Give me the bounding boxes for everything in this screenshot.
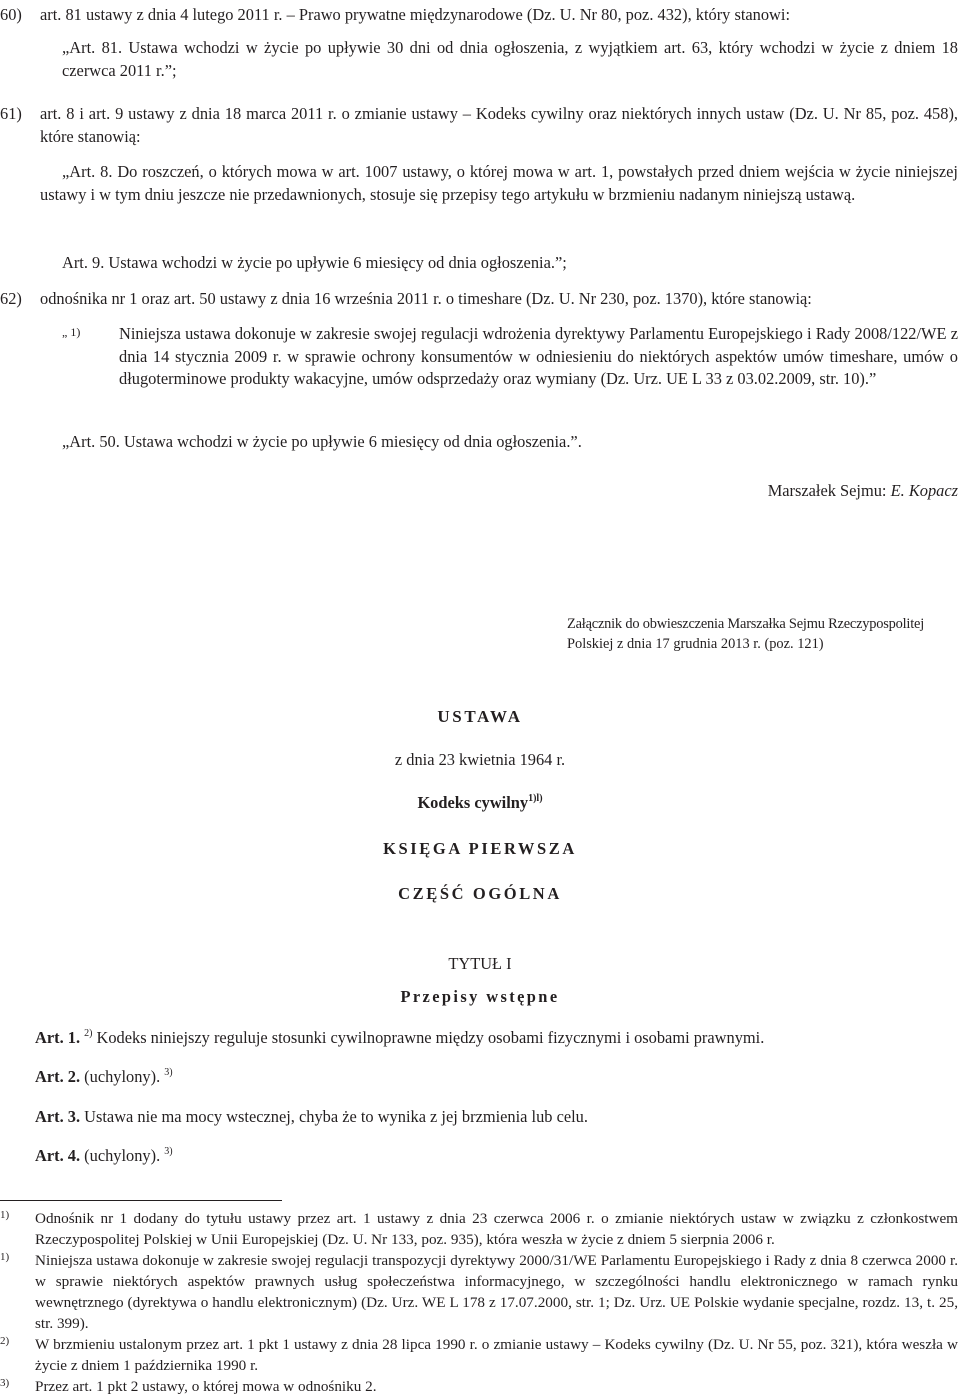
item-text: art. 8 i art. 9 ustawy z dnia 18 marca 2011 r. o zmianie ustawy – Kodeks cywilny oraz niektórych innych ustaw (Dz. U. Nr 85, poz. 458), które stanowią: bbox=[40, 104, 958, 146]
book-title: KSIĘGA PIERWSZA bbox=[383, 839, 577, 858]
quote-paragraph: Art. 9. Ustawa wchodzi w życie po upływie 6 miesięcy od dnia ogłoszenia.”; bbox=[62, 253, 567, 272]
footnote-ref: 1)l) bbox=[528, 792, 543, 804]
item-number: 61) bbox=[0, 104, 22, 123]
list-item bbox=[0, 288, 960, 311]
footnote-divider bbox=[0, 1200, 282, 1201]
footnote-quote-mark: „ 1) bbox=[62, 325, 81, 339]
article-text: Ustawa nie ma mocy wstecznej, chyba że to wynika z jej brzmienia lub celu. bbox=[80, 1107, 588, 1126]
list-item bbox=[0, 103, 958, 148]
article-label: Art. 1. bbox=[35, 1028, 81, 1047]
article bbox=[35, 1027, 958, 1050]
footnote-text: Niniejsza ustawa dokonuje w zakresie swojej regulacji transpozycji dyrektywy 2000/31/WE Parlamentu Europejskiego i Rady z dnia 8 czerwca 2000 r. w sprawie niektórych aspektów prawnych usług społeczeństwa informacyjnego, w szczególności handlu elektronicznego w ramach rynku wewnętrznego (dyrektywa o handlu elektronicznym) (Dz. Urz. WE L 178 z 17.07.2000, str. 1; Dz. Urz. UE Polskie wydanie specjalne, rozdz. 13, t. 25, str. 399). bbox=[35, 1252, 958, 1332]
footnote-mark: 1) bbox=[0, 1209, 10, 1221]
list-item bbox=[0, 4, 960, 27]
item-number: 60) bbox=[0, 5, 22, 24]
annex-line: Załącznik do obwieszczenia Marszałka Sejmu Rzeczypospolitej bbox=[567, 616, 925, 632]
footnote bbox=[0, 1334, 960, 1378]
article-text: (uchylony). bbox=[80, 1067, 161, 1086]
code-name: Kodeks cywilny bbox=[417, 793, 529, 812]
signature-name: E. Kopacz bbox=[890, 481, 958, 500]
signature bbox=[768, 480, 958, 503]
footnote-mark: 2) bbox=[0, 1335, 10, 1347]
article-text: (uchylony). bbox=[80, 1146, 161, 1165]
quote-paragraph: „Art. 81. Ustawa wchodzi w życie po upływie 30 dni od dnia ogłoszenia, z wyjątkiem art. 63, który wchodzi w życie z dniem 18 czerwca 2011 r.”; bbox=[62, 38, 958, 80]
article bbox=[35, 1066, 958, 1089]
footnote-ref: 3) bbox=[164, 1066, 173, 1078]
footnote-mark: 3) bbox=[0, 1377, 10, 1389]
article-label: Art. 3. bbox=[35, 1107, 81, 1126]
act-date: z dnia 23 kwietnia 1964 r. bbox=[394, 750, 566, 769]
act-title: USTAWA bbox=[437, 707, 523, 726]
article bbox=[35, 1106, 958, 1129]
title-heading: TYTUŁ I bbox=[448, 954, 512, 973]
annex-note bbox=[567, 614, 960, 654]
footnote-ref: 3) bbox=[164, 1145, 173, 1157]
chapter-title: Przepisy wstępne bbox=[400, 987, 560, 1006]
footnote-text: Odnośnik nr 1 dodany do tytułu ustawy przez art. 1 ustawy z dnia 23 czerwca 2006 r. o zmianie niektórych ustaw w związku z członkostwem Rzeczypospolitej Polskiej w Unii Europejskiej (Dz. U. Nr 133, poz. 935), która weszła w życie z dniem 5 sierpnia 2006 r. bbox=[35, 1210, 958, 1248]
quote-paragraph: „Art. 50. Ustawa wchodzi w życie po upływie 6 miesięcy od dnia ogłoszenia.”. bbox=[62, 432, 582, 451]
footnote-text: W brzmieniu ustalonym przez art. 1 pkt 1 ustawy z dnia 28 lipca 1990 r. o zmianie ustawy – Kodeks cywilny (Dz. U. Nr 55, poz. 321), która weszła w życie z dniem 1 października 1990 r. bbox=[35, 1336, 958, 1374]
article-text: Kodeks niniejszy reguluje stosunki cywilnoprawne między osobami fizycznymi i osobami prawnymi. bbox=[92, 1028, 765, 1047]
footnote-text: Przez art. 1 pkt 2 ustawy, o której mowa w odnośniku 2. bbox=[35, 1378, 377, 1395]
item-number: 62) bbox=[0, 289, 22, 308]
footnote-mark: 1) bbox=[0, 1251, 10, 1263]
footnote-ref: 2) bbox=[84, 1027, 93, 1039]
footnote bbox=[0, 1250, 960, 1336]
article bbox=[35, 1145, 958, 1168]
signature-label: Marszałek Sejmu: bbox=[767, 481, 887, 500]
quote-footnote-text: Niniejsza ustawa dokonuje w zakresie swojej regulacji wdrożenia dyrektywy Parlamentu Europejskiego i Rady 2008/122/WE z dnia 14 stycznia 2009 r. w sprawie ochrony konsumentów w odniesieniu do niektórych aspektów umów timeshare, umów o długoterminowe produkty wakacyjne, umów odsprzedaży oraz wymiany (Dz. Urz. UE L 33 z 03.02.2009, str. 10).” bbox=[119, 324, 958, 388]
footnote bbox=[0, 1208, 960, 1252]
annex-line: Polskiej z dnia 17 grudnia 2013 r. (poz. 121) bbox=[567, 636, 824, 652]
part-title: CZĘŚĆ OGÓLNA bbox=[398, 884, 562, 903]
code-title bbox=[0, 792, 960, 815]
item-text: art. 81 ustawy z dnia 4 lutego 2011 r. – Prawo prywatne międzynarodowe (Dz. U. Nr 80, poz. 432), który stanowi: bbox=[40, 5, 791, 24]
item-text: odnośnika nr 1 oraz art. 50 ustawy z dnia 16 września 2011 r. o timeshare (Dz. U. Nr 230, poz. 1370), które stanowią: bbox=[40, 289, 812, 308]
article-label: Art. 2. bbox=[35, 1067, 81, 1086]
article-label: Art. 4. bbox=[35, 1146, 81, 1165]
quote-paragraph: „Art. 8. Do roszczeń, o których mowa w art. 1007 ustawy, o której mowa w art. 1, powstałych przed dniem wejścia w życie niniejszej ustawy i w tym dniu jeszcze nie przedawnionych, stosuje się przepisy tego artykułu w brzmieniu nadanym niniejszą ustawą. bbox=[40, 162, 958, 204]
footnote bbox=[0, 1376, 960, 1398]
